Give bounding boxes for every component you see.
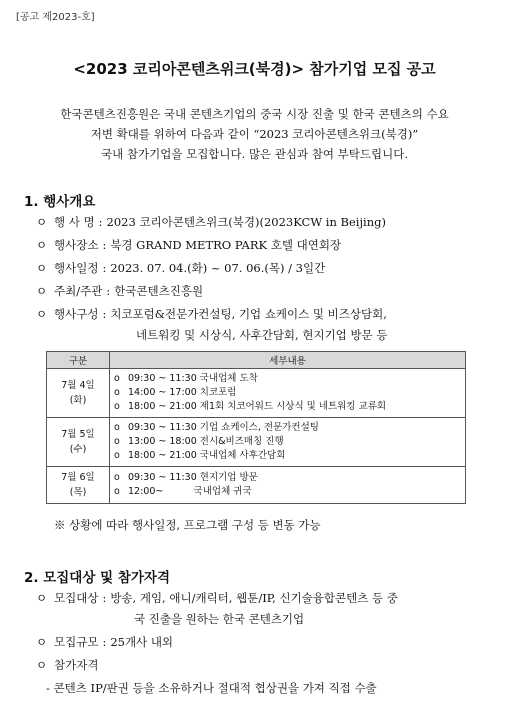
bullet-mark: ㅇ (36, 284, 48, 298)
schedule-entry: o 14:00 ~ 17:00 치코포럼 (114, 387, 237, 398)
overview-item-continued: 네트워킹 및 시상식, 사후간담회, 현지기업 방문 등 (136, 328, 388, 342)
table-row (47, 369, 466, 418)
day-cell (47, 467, 110, 504)
detail-cell (110, 418, 466, 467)
day-cell (47, 418, 110, 467)
section-title-overview: 1. 행사개요 (24, 194, 96, 210)
day-weekday: (목) (69, 487, 87, 498)
table-header-row (47, 352, 466, 369)
intro-paragraph (18, 104, 491, 164)
section-title-eligibility: 2. 모집대상 및 참가자격 (24, 570, 170, 586)
item-label: 행사장소 (54, 238, 99, 252)
page-title: <2023 코리아콘텐츠위크(북경)> 참가기업 모집 공고 (73, 60, 436, 78)
overview-item: ㅇ 행사장소 : 북경 GRAND METRO PARK 호텔 대연회장 (36, 238, 342, 252)
detail-cell (110, 467, 466, 504)
eligibility-item (36, 657, 98, 673)
overview-item: ㅇ 주최/주관 : 한국콘텐츠진흥원 (36, 284, 204, 298)
table-row (47, 467, 466, 504)
eligibility-item-continued: 국 진출을 원하는 한국 콘텐츠기업 (134, 612, 305, 626)
schedule-entry: o 09:30 ~ 11:30 기업 쇼케이스, 전문가컨설팅 (114, 422, 319, 433)
item-value: 25개사 내외 (110, 635, 174, 649)
overview-item: ㅇ 행 사 명 : 2023 코리아콘텐츠위크(북경)(2023KCW in Beijing) (36, 215, 386, 229)
notice-number: [공고 제2023-호] (16, 12, 95, 23)
schedule-entry: o 18:00 ~ 21:00 국내업체 사후간담회 (114, 450, 286, 461)
item-value: 2023 코리아콘텐츠위크(북경)(2023KCW in Beijing) (106, 215, 386, 229)
bullet-mark: ㅇ (36, 658, 48, 672)
intro-line: 한국콘텐츠진흥원은 국내 콘텐츠기업의 중국 시장 진출 및 한국 콘텐츠의 수요 (60, 107, 449, 121)
bullet-mark: ㅇ (36, 307, 48, 321)
overview-item: ㅇ 행사일정 : 2023. 07. 04.(화) ~ 07. 06.(목) / 3일간 (36, 261, 326, 275)
day-weekday: (수) (69, 444, 87, 455)
day-date: 7월 4일 (61, 380, 95, 391)
item-value: 2023. 07. 04.(화) ~ 07. 06.(목) / 3일간 (110, 261, 326, 275)
schedule-entry: o 13:00 ~ 18:00 전시&비즈매칭 진행 (114, 436, 284, 447)
schedule-table (46, 351, 466, 504)
item-label: 행사일정 (54, 261, 99, 275)
bullet-mark: ㅇ (36, 238, 48, 252)
item-value: 북경 GRAND METRO PARK 호텔 대연회장 (110, 238, 342, 252)
schedule-entry: o 09:30 ~ 11:30 국내업체 도착 (114, 373, 258, 384)
column-header: 구분 (47, 352, 110, 369)
eligibility-item: ㅇ 모집규모 : 25개사 내외 (36, 635, 174, 649)
day-cell (47, 369, 110, 418)
day-date: 7월 6일 (61, 472, 95, 483)
day-date: 7월 5일 (61, 429, 95, 440)
day-weekday: (화) (69, 395, 87, 406)
schedule-entry: o 18:00 ~ 21:00 제1회 치코어워드 시상식 및 네트워킹 교류회 (114, 401, 387, 412)
schedule-entry: o 12:00~ 국내업체 귀국 (114, 486, 252, 497)
intro-line: 저변 확대를 위하여 다음과 같이 “2023 코리아콘텐츠위크(북경)” (90, 127, 419, 141)
detail-cell (110, 369, 466, 418)
item-label: 행 사 명 (54, 215, 95, 229)
column-header: 세부내용 (110, 352, 466, 369)
item-value: 한국콘텐츠진흥원 (114, 284, 204, 298)
item-label: 행사구성 (54, 307, 99, 321)
item-value: 방송, 게임, 애니/캐릭터, 웹툰/IP, 신기술융합콘텐츠 등 중 (110, 591, 398, 605)
schedule-note: ※ 상황에 따라 행사일정, 프로그램 구성 등 변동 가능 (54, 518, 321, 532)
eligibility-item: ㅇ 모집대상 : 방송, 게임, 애니/캐릭터, 웹툰/IP, 신기술융합콘텐츠 등 중 (36, 591, 398, 605)
schedule-entry: o 09:30 ~ 11:30 현지기업 방문 (114, 472, 258, 483)
bullet-mark: ㅇ (36, 215, 48, 229)
overview-item: ㅇ 행사구성 : 치코포럼&전문가컨설팅, 기업 쇼케이스 및 비즈상담회, (36, 307, 387, 321)
intro-line: 국내 참가기업을 모집합니다. 많은 관심과 참여 부탁드립니다. (101, 147, 408, 161)
item-label: 참가자격 (54, 658, 99, 672)
item-label: 모집대상 (54, 591, 99, 605)
item-label: 주최/주관 (54, 284, 103, 298)
item-value: 치코포럼&전문가컨설팅, 기업 쇼케이스 및 비즈상담회, (110, 307, 387, 321)
bullet-mark: ㅇ (36, 635, 48, 649)
bullet-mark: ㅇ (36, 591, 48, 605)
qualification-line: - 콘텐츠 IP/판권 등을 소유하거나 절대적 협상권을 가져 직접 수출 (46, 681, 377, 695)
table-row (47, 418, 466, 467)
bullet-mark: ㅇ (36, 261, 48, 275)
item-label: 모집규모 (54, 635, 99, 649)
